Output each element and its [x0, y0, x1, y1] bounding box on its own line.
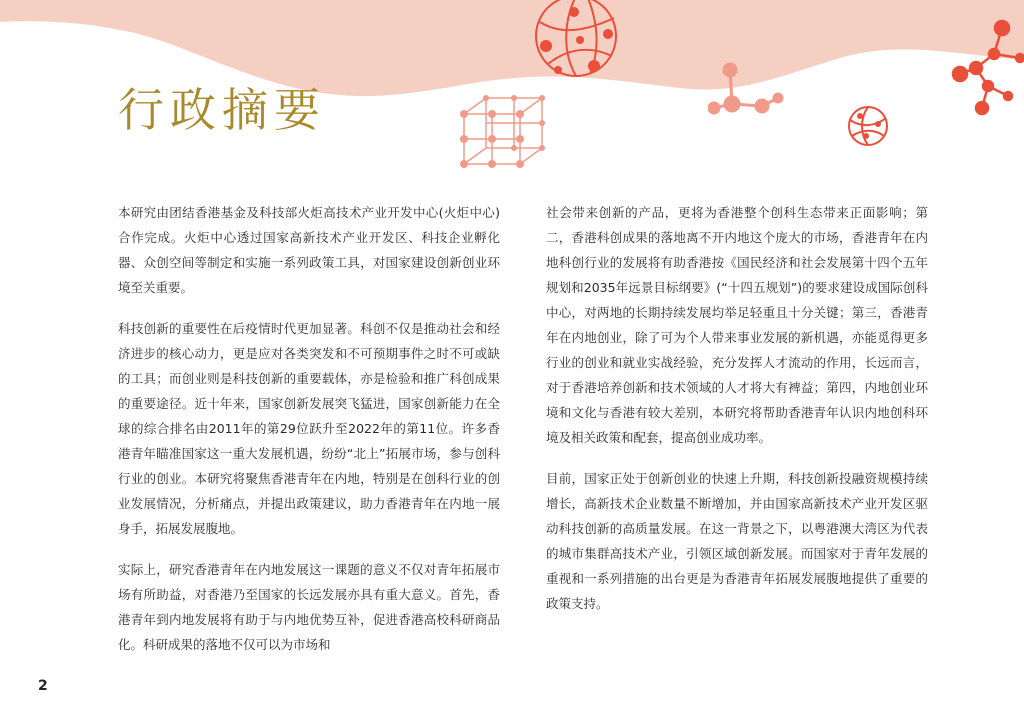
- paragraph: 本研究由团结香港基金及科技部火炬高技术产业开发中心(火炬中心)合作完成。火炬中心透过国家高新技术产业开发区、科技企业孵化器、众创空间等制定和实施一系列政策工具，对国家建设创新创业环境至关重要。: [118, 205, 500, 295]
- network-sphere-icon: [528, 0, 628, 88]
- page-title: 行政摘要: [118, 83, 326, 137]
- right-text-column: [546, 200, 928, 632]
- paragraph: 科技创新的重要性在后疫情时代更加显著。科创不仅是推动社会和经济进步的核心动力，更是应对各类突发和不可预期事件之时不可或缺的工具；而创业则是科技创新的重要载体，亦是检验和推广科创成果的重要途径。近十年来，国家创新发展突飞猛进，国家创新能力在全球的综合排名由2011年的第29位跃升至2022年的第11位。许多香港青年瞄准国家这一重大发展机遇，纷纷“北上”拓展市场，参与创科行业的创业。本研究将聚焦香港青年在内地，特别是在创科行业的创业发展情况，分析痛点，并提出政策建议，助力香港青年在内地一展身手，拓展发展腹地。: [118, 321, 500, 536]
- left-text-column: [118, 200, 500, 673]
- paragraph: 实际上，研究香港青年在内地发展这一课题的意义不仅对青年拓展市场有所助益，对香港乃至国家的长远发展亦具有重大意义。首先，香港青年到内地发展将有助于与内地优势互补，促进香港高校科研商品化。科研成果的落地不仅可以为市场和: [118, 562, 500, 652]
- crystal-lattice-icon: [456, 92, 556, 172]
- paragraph: 目前，国家正处于创新创业的快速上升期，科技创新投融资规模持续增长，高新技术企业数量不断增加，并由国家高新技术产业开发区驱动科技创新的高质量发展。在这一背景之下，以粤港澳大湾区为代表的城市集群高技术产业，引领区域创新发展。而国家对于青年发展的重视和一系列措施的出台更是为香港青年拓展发展腹地提供了重要的政策支持。: [546, 471, 928, 611]
- molecule-chain-icon: [708, 62, 784, 126]
- small-sphere-icon: [846, 104, 890, 148]
- paragraph: 社会带来创新的产品，更将为香港整个创科生态带来正面影响；第二，香港科创成果的落地离不开内地这个庞大的市场，香港青年在内地科创行业的发展将有助香港按《国民经济和社会发展第十四个五年规划和2035年远景目标纲要》(“十四五规划”)的要求建设成国际创科中心，对两地的长期持续发展均举足轻重且十分关键；第三，香港青年在内地创业，除了可为个人带来事业发展的新机遇，亦能觅得更多行业的创业和就业实战经验，充分发挥人才流动的作用，长远而言，对于香港培养创新和技术领域的人才将大有裨益；第四，内地创业环境和文化与香港有较大差别，本研究将帮助香港青年认识内地创科环境及相关政策和配套，提高创业成功率。: [546, 205, 928, 445]
- molecule-icon: [940, 10, 1024, 120]
- page-number: 2: [38, 678, 48, 694]
